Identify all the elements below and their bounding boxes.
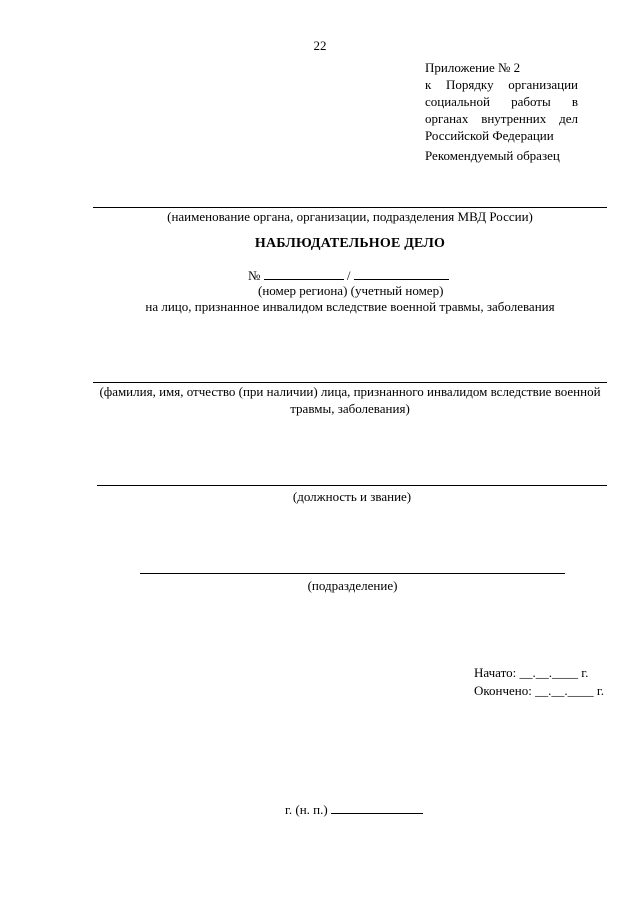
position-line[interactable] xyxy=(97,485,607,486)
appendix-word: социальной xyxy=(425,94,490,109)
appendix-word: Порядку xyxy=(445,77,494,92)
appendix-line-1 xyxy=(425,76,578,93)
appendix-block xyxy=(425,59,578,144)
full-name-line[interactable] xyxy=(93,382,607,383)
sample-mark: Рекомендуемый образец xyxy=(425,148,560,163)
position-caption: (должность и звание) xyxy=(292,489,412,504)
full-name-caption-2: травмы, заболевания) xyxy=(290,401,410,416)
appendix-title: Приложение № 2 xyxy=(425,60,521,75)
appendix-last-line: Российской Федерации xyxy=(425,128,554,143)
appendix-word: к xyxy=(425,77,432,92)
place-line xyxy=(285,801,423,818)
division-line[interactable] xyxy=(140,573,565,574)
division-caption: (подразделение) xyxy=(307,578,398,593)
appendix-word: работы xyxy=(511,94,551,109)
subject-line: на лицо, признанное инвалидом вследствие военной травмы, заболевания xyxy=(145,299,555,314)
place-field[interactable] xyxy=(331,801,423,814)
appendix-line-3 xyxy=(425,110,578,127)
appendix-line-2 xyxy=(425,93,578,110)
organ-name-line[interactable] xyxy=(93,207,607,208)
appendix-word: в xyxy=(571,94,578,109)
started-date[interactable]: Начато: __.__.____ г. xyxy=(474,665,589,680)
full-name-caption-1: (фамилия, имя, отчество (при наличии) лица, признанного инвалидом вследствие военной xyxy=(99,384,601,399)
page-number: 22 xyxy=(313,38,327,53)
number-line xyxy=(248,267,449,284)
organ-caption: (наименование органа, организации, подразделения МВД России) xyxy=(167,209,533,224)
appendix-word: организации xyxy=(508,77,578,92)
appendix-word: внутренних xyxy=(481,111,547,126)
appendix-word: органах xyxy=(425,111,469,126)
document-title: НАБЛЮДАТЕЛЬНОЕ ДЕЛО xyxy=(254,236,446,251)
finished-date[interactable]: Окончено: __.__.____ г. xyxy=(474,683,604,698)
number-separator: / xyxy=(346,268,351,283)
appendix-word: дел xyxy=(559,111,578,126)
number-caption: (номер региона) (учетный номер) xyxy=(258,283,444,298)
dates-block xyxy=(474,664,604,700)
account-number-field[interactable] xyxy=(354,267,449,280)
region-number-field[interactable] xyxy=(264,267,344,280)
number-sign: № xyxy=(248,268,261,283)
place-label: г. (н. п.) xyxy=(285,802,328,817)
